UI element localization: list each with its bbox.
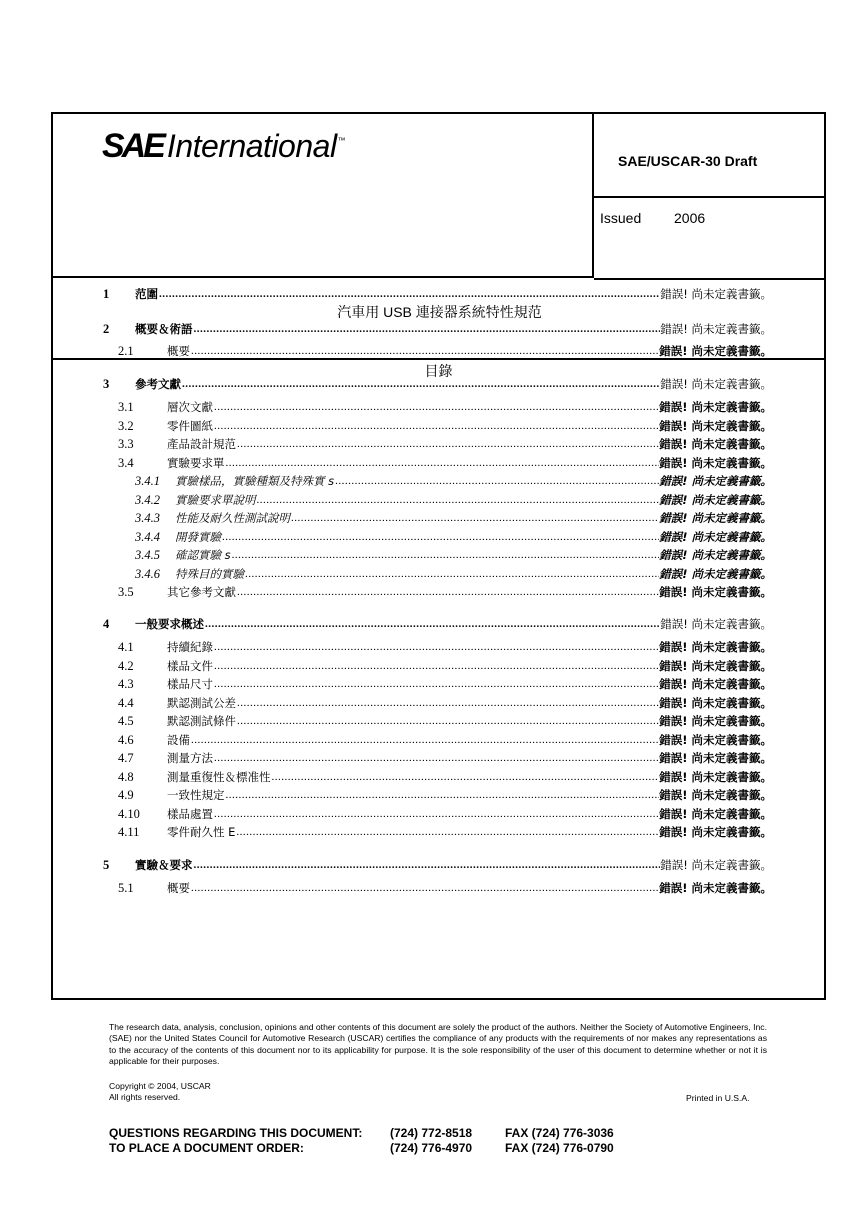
toc-entry-page-ref: 錯誤! 尚未定義書籤。 (659, 788, 772, 802)
toc-dot-leader (271, 769, 660, 785)
toc-entry-number: 3.4.6 (135, 567, 160, 581)
order-fax: FAX (724) 776-0790 (505, 1141, 614, 1155)
toc-entry-number: 4.10 (118, 807, 140, 821)
toc-entry-number: 5 (103, 858, 110, 872)
toc-dot-leader (221, 529, 659, 545)
document-title: 汽車用 USB 連接器系統特性規范 (337, 304, 542, 320)
toc-entry-page-ref: 錯誤! 尚未定義書籤。 (660, 858, 772, 872)
toc-entry-number: 3.5 (118, 585, 134, 599)
toc-entry-label: 持續紀錄 (167, 640, 213, 654)
toc-entry-number: 3.4.5 (135, 548, 160, 562)
toc-entry-label: 實驗要求單說明 (175, 493, 256, 507)
toc-entry-page-ref: 錯誤! 尚未定義書籤。 (659, 696, 772, 710)
toc-entry[interactable] (118, 804, 772, 822)
toc-entry-label: 零件耐久性 E (167, 825, 236, 839)
order-label: TO PLACE A DOCUMENT ORDER: (109, 1141, 304, 1155)
order-phone: (724) 776-4970 (390, 1141, 473, 1155)
toc-entry-label: 特殊目的實驗 (175, 567, 244, 581)
toc-entry-number: 3.4.2 (135, 493, 160, 507)
toc-entry-page-ref: 錯誤! 尚未定義書籤。 (659, 530, 772, 544)
copyright-line: Copyright © 2004, USCAR (109, 1081, 211, 1091)
toc-entry-page-ref: 錯誤! 尚未定義書籤。 (660, 287, 772, 301)
issued-label: Issued (600, 210, 642, 226)
toc-dot-leader (236, 584, 659, 600)
toc-entry-label: 概要 (167, 881, 190, 895)
toc-entry-number: 3.1 (118, 400, 134, 414)
toc-entry-page-ref: 錯誤! 尚未定義書籤。 (659, 474, 772, 488)
toc-entry-number: 2.1 (118, 344, 134, 358)
toc-heading: 目錄 (424, 363, 453, 379)
toc-dot-leader (213, 806, 659, 822)
toc-dot-leader (193, 321, 661, 337)
toc-dot-leader (158, 286, 660, 302)
toc-entry-label: 概要＆術語 (135, 322, 193, 336)
questions-fax: FAX (724) 776-3036 (505, 1126, 614, 1140)
toc-entry-number: 3.2 (118, 419, 134, 433)
toc-entry[interactable] (118, 878, 772, 896)
toc-dot-leader (290, 510, 659, 526)
toc-entry-page-ref: 錯誤! 尚未定義書籤。 (659, 881, 772, 895)
toc-entry[interactable] (135, 508, 772, 526)
toc-entry[interactable] (135, 471, 772, 489)
doc-id: SAE/USCAR-30 Draft (618, 153, 758, 169)
toc-entry-label: 默認測試條件 (167, 714, 236, 728)
toc-entry[interactable] (118, 822, 772, 840)
toc-entry-label: 樣品尺寸 (167, 677, 213, 691)
toc-dot-leader (213, 399, 659, 415)
toc-entry-page-ref: 錯誤! 尚未定義書籤。 (659, 807, 772, 821)
toc-dot-leader (204, 616, 660, 632)
toc-dot-leader (225, 787, 660, 803)
toc-entry-page-ref: 錯誤! 尚未定義書籤。 (659, 585, 772, 599)
doc-id-cell (594, 114, 826, 198)
toc-entry-number: 5.1 (118, 881, 134, 895)
toc-entry[interactable] (118, 656, 772, 674)
issued-year: 2006 (674, 210, 706, 226)
toc-entry-page-ref: 錯誤! 尚未定義書籤。 (659, 714, 772, 728)
toc-dot-leader (236, 713, 659, 729)
toc-entry-label: 確認實驗 s (175, 548, 231, 562)
rights-line: All rights reserved. (109, 1092, 181, 1102)
toc-entry[interactable] (135, 545, 772, 563)
toc-entry-page-ref: 錯誤! 尚未定義書籤。 (660, 322, 772, 336)
toc-dot-leader (213, 639, 659, 655)
toc-entry-number: 4.2 (118, 659, 134, 673)
questions-phone: (724) 772-8518 (390, 1126, 473, 1140)
toc-entry[interactable] (118, 767, 772, 785)
toc-entry[interactable] (135, 527, 772, 545)
toc-entry[interactable] (118, 785, 772, 803)
toc-entry-number: 4.6 (118, 733, 134, 747)
toc-entry-number: 4.9 (118, 788, 134, 802)
toc-dot-leader (213, 658, 659, 674)
toc-entry-number: 4.4 (118, 696, 134, 710)
toc-entry-page-ref: 錯誤! 尚未定義書籤。 (659, 493, 772, 507)
toc-entry[interactable] (103, 284, 772, 302)
toc-entry-label: 設備 (167, 733, 190, 747)
toc-entry-number: 3.4.3 (135, 511, 160, 525)
toc-entry-page-ref: 錯誤! 尚未定義書籤。 (659, 770, 772, 784)
toc-entry[interactable] (103, 319, 772, 337)
toc-entry-page-ref: 錯誤! 尚未定義書籤。 (659, 751, 772, 765)
toc-entry-number: 4.3 (118, 677, 134, 691)
toc-dot-leader (236, 436, 659, 452)
toc-entry[interactable] (103, 374, 772, 392)
toc-entry-page-ref: 錯誤! 尚未定義書籤。 (660, 617, 772, 631)
toc-entry-page-ref: 錯誤! 尚未定義書籤。 (659, 640, 772, 654)
toc-dot-leader (213, 418, 659, 434)
toc-entry[interactable] (118, 730, 772, 748)
toc-entry-page-ref: 錯誤! 尚未定義書籤。 (659, 548, 772, 562)
toc-entry-page-ref: 錯誤! 尚未定義書籤。 (659, 825, 772, 839)
toc-entry-label: 測量方法 (167, 751, 213, 765)
toc-entry-label: 一般要求概述 (135, 617, 204, 631)
toc-entry-label: 其它參考文獻 (167, 585, 236, 599)
printed-in: Printed in U.S.A. (686, 1093, 750, 1103)
toc-dot-leader (190, 732, 659, 748)
toc-entry[interactable] (118, 674, 772, 692)
toc-dot-leader (213, 676, 659, 692)
toc-dot-leader (231, 547, 660, 563)
toc-entry-page-ref: 錯誤! 尚未定義書籤。 (659, 567, 772, 581)
toc-entry-page-ref: 錯誤! 尚未定義書籤。 (660, 377, 772, 391)
questions-label: QUESTIONS REGARDING THIS DOCUMENT: (109, 1126, 363, 1140)
toc-dot-leader (256, 492, 660, 508)
toc-entry-label: 樣品處置 (167, 807, 213, 821)
toc-dot-leader (190, 343, 659, 359)
toc-entry-number: 4.1 (118, 640, 134, 654)
toc-entry[interactable] (118, 748, 772, 766)
toc-entry-number: 2 (103, 322, 110, 336)
toc-entry[interactable] (103, 614, 772, 632)
toc-entry-label: 實驗樣品，實驗種類及特殊實 s (175, 474, 335, 488)
toc-entry-label: 概要 (167, 344, 190, 358)
toc-entry[interactable] (118, 693, 772, 711)
toc-entry-number: 3 (103, 377, 110, 391)
toc-entry[interactable] (135, 490, 772, 508)
toc-entry-page-ref: 錯誤! 尚未定義書籤。 (659, 400, 772, 414)
toc-entry[interactable] (118, 582, 772, 600)
disclaimer-text: The research data, analysis, conclusion, opinions and other contents of this document are solely the product of the authors. Neither the Society of Automotive Engineers, Inc. (SAE) nor the United States Council for Automotive Research (USCAR) certifies the compliance of any products with the requirements of nor makes any representations as to the accuracy of the contents of this document nor to its applicability for purpose. It is the sole responsibility of the user of this document to determine whether or not it is applicable for their purposes. (109, 1022, 767, 1067)
toc-entry-page-ref: 錯誤! 尚未定義書籤。 (659, 677, 772, 691)
toc-entry[interactable] (135, 564, 772, 582)
toc-entry-number: 4 (103, 617, 110, 631)
toc-dot-leader (225, 455, 660, 471)
document-header-frame (51, 112, 826, 1000)
sae-international-logo: SAE International ™ (102, 127, 346, 165)
toc-entry[interactable] (118, 341, 772, 359)
toc-entry-label: 實驗要求單 (167, 456, 225, 470)
logo-cell (53, 114, 594, 278)
toc-entry-label: 性能及耐久性測試說明 (175, 511, 290, 525)
toc-dot-leader (235, 824, 659, 840)
toc-entry-label: 產品設計規范 (167, 437, 236, 451)
toc-dot-leader (244, 566, 659, 582)
toc-entry-label: 樣品文件 (167, 659, 213, 673)
toc-entry-number: 4.7 (118, 751, 134, 765)
copyright-block (109, 1081, 211, 1103)
toc-dot-leader (334, 473, 659, 489)
toc-entry-label: 范圍 (135, 287, 158, 301)
toc-entry-page-ref: 錯誤! 尚未定義書籤。 (659, 456, 772, 470)
toc-entry-label: 一致性規定 (167, 788, 225, 802)
toc-entry-number: 3.4.1 (135, 474, 160, 488)
toc-entry-page-ref: 錯誤! 尚未定義書籤。 (659, 419, 772, 433)
toc-entry-number: 4.8 (118, 770, 134, 784)
toc-entry[interactable] (118, 434, 772, 452)
toc-entry-label: 零件圖紙 (167, 419, 213, 433)
toc-entry-label: 實驗＆要求 (135, 858, 193, 872)
toc-entry-label: 參考文獻 (135, 377, 181, 391)
toc-entry[interactable] (118, 416, 772, 434)
toc-entry-number: 1 (103, 287, 110, 301)
toc-entry-number: 3.4 (118, 456, 134, 470)
toc-entry-number: 4.5 (118, 714, 134, 728)
toc-entry-label: 測量重復性＆標准性 (167, 770, 271, 784)
toc-entry[interactable] (103, 855, 772, 873)
toc-entry[interactable] (118, 397, 772, 415)
toc-dot-leader (193, 857, 661, 873)
toc-entry-page-ref: 錯誤! 尚未定義書籤。 (659, 733, 772, 747)
toc-dot-leader (236, 695, 659, 711)
toc-entry-number: 3.4.4 (135, 530, 160, 544)
toc-entry[interactable] (118, 711, 772, 729)
toc-entry-number: 3.3 (118, 437, 134, 451)
toc-entry[interactable] (118, 637, 772, 655)
toc-entry-label: 默認測試公差 (167, 696, 236, 710)
toc-dot-leader (190, 880, 659, 896)
toc-dot-leader (181, 376, 660, 392)
toc-entry-label: 開發實驗 (175, 530, 221, 544)
toc-entry[interactable] (118, 453, 772, 471)
toc-dot-leader (213, 750, 659, 766)
issue-cell (594, 198, 826, 280)
toc-entry-number: 4.11 (118, 825, 140, 839)
toc-entry-page-ref: 錯誤! 尚未定義書籤。 (659, 511, 772, 525)
toc-entry-page-ref: 錯誤! 尚未定義書籤。 (659, 437, 772, 451)
toc-entry-page-ref: 錯誤! 尚未定義書籤。 (659, 344, 772, 358)
toc-entry-page-ref: 錯誤! 尚未定義書籤。 (659, 659, 772, 673)
toc-entry-label: 層次文獻 (167, 400, 213, 414)
